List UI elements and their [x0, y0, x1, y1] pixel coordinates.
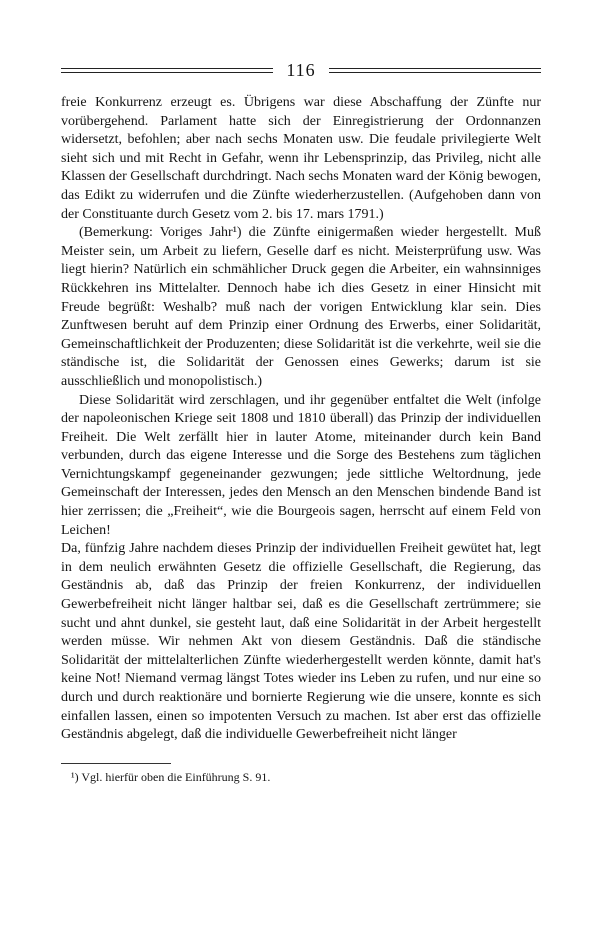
page-number: 116 [286, 60, 316, 80]
book-page [61, 60, 541, 785]
header-rule-right [329, 68, 541, 76]
paragraph: freie Konkurrenz erzeugt es. Übrigens war diese Abschaffung der Zünfte nur vorübergehend. Parlament hatte sich der Einregistrierung der Ordonnanzen widersetzt, befohlen; aber nach sechs Monaten usw. Die feudale privilegierte Welt sieht sich und mit Recht in Gefahr, wenn ihr Lebensprinzip, das Privileg, nicht alle Klassen der Gesellschaft durchdringt. Nach sechs Monaten ward der König bewogen, das Edikt zu widerrufen und die Zünfte wiederherzustellen. (Aufgehoben dann von der Constituante durch Gesetz vom 2. bis 17. mars 1791.) [61, 95, 541, 222]
paragraph: Da, fünfzig Jahre nachdem dieses Prinzip der individuellen Freiheit gewütet hat, legt in dem neulich erwähnten Gesetz die offizielle Gesellschaft, die Regierung, das Geständnis ab, daß das Prinzip der freien Konkurrenz, der individuellen Gewerbefreiheit nicht länger haltbar sei, daß es die Gesellschaft zertrümmere; sie sucht und ahnt dunkel, sie gesteht laut, daß eine Solidarität in der Arbeit hergestellt werden müsse. Wir nehmen Akt von diesem Geständnis. Daß die ständische Solidarität der mittelalterlichen Zünfte wiederhergestellt werden könnte, damit hat's keine Not! Niemand vermag längst Totes wieder ins Leben zu rufen, und nur eine so durch und durch reaktionäre und bornierte Regierung wie die unsere, konnte es sich einfallen lassen, einen so impotenten Versuch zu machen. Ist aber erst das offizielle Geständnis abgelegt, daß die individuelle Gewerbefreiheit nicht länger [61, 541, 541, 743]
footnote-text: Vgl. hierfür oben die Einführung S. 91. [81, 769, 271, 784]
footnote-marker: ¹) [71, 769, 79, 784]
paragraph: (Bemerkung: Voriges Jahr¹) die Zünfte einigermaßen wieder hergestellt. Muß Meister sein, um Arbeit zu liefern, Geselle darf es nicht. Meisterprüfung usw. Was liegt hierin? Natürlich ein schmählicher Druck gegen die Arbeiter, ein wahnsinniges Rückkehren ins Mittelalter. Dennoch habe ich dies Gesetz in einer Hinsicht mit Freude begrüßt: Weshalb? muß nach der vorigen Entwicklung klar sein. Dies Zunftwesen beruht auf dem Prinzip einer Ordnung des Erwerbs, einer Solidarität, Gemeinschaftlichkeit der Produzenten; diese Solidarität ist die verkehrte, weil sie die ständische ist, die Solidarität der Genossen eines Gewerks; darum ist sie ausschließlich und monopolistisch.) [61, 225, 541, 389]
body-text [61, 94, 541, 745]
footnote-divider [61, 763, 171, 764]
paragraph: Diese Solidarität wird zerschlagen, und ihr gegenüber entfaltet die Welt (infolge der napoleonischen Kriege seit 1808 und 1810 überall) das Prinzip der individuellen Freiheit. Die Welt zerfällt hier in lauter Atome, miteinander durch kein Band verbunden, durch das eigene Interesse und die Sorge des Bestehens zum täglichen Vernichtungskampf gegeneinander gezwungen; jede sittliche Weltordnung, jede Gemeinschaft der Interessen, jedes den Mensch an den Menschen bindende Band ist hier zerrissen; die „Freiheit“, wie die Bourgeois sagen, herrscht auf einem Feld von Leichen! [61, 392, 541, 538]
footnote [71, 770, 541, 785]
page-header [61, 60, 541, 84]
